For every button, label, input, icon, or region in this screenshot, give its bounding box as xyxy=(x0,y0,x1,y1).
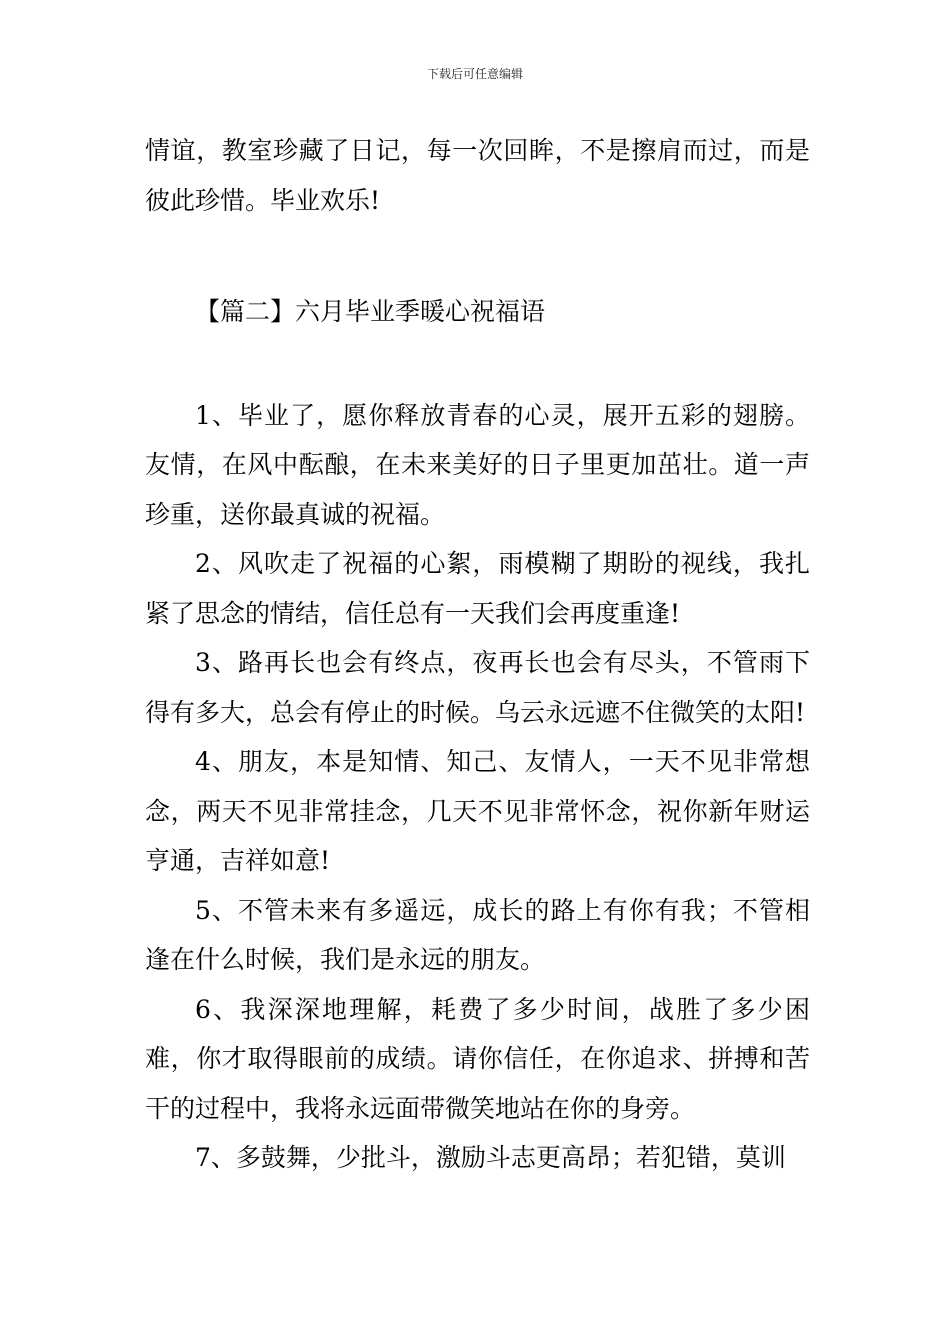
continuation-paragraph: 情谊，教室珍藏了日记，每一次回眸，不是擦肩而过，而是彼此珍惜。毕业欢乐! xyxy=(145,136,810,215)
section-heading: 【篇二】六月毕业季暖心祝福语 xyxy=(195,297,546,326)
list-item: 6、我深深地理解，耗费了多少时间，战胜了多少困难，你才取得眼前的成绩。请你信任，在你追求、拼搏和苦干的过程中，我将永远面带微笑地站在你的身旁。 xyxy=(145,994,810,1123)
list-item: 7、多鼓舞，少批斗，激励斗志更高昂；若犯错，莫训 xyxy=(195,1143,786,1172)
list-item: 4、朋友，本是知情、知己、友情人，一天不见非常想念，两天不见非常挂念，几天不见非常怀念，祝你新年财运亨通，吉祥如意! xyxy=(145,747,810,875)
page-header-note: 下载后可任意编辑 xyxy=(426,67,523,81)
list-item: 5、不管未来有多遥远，成长的路上有你有我；不管相逢在什么时候，我们是永远的朋友。 xyxy=(145,895,810,974)
list-item: 3、路再长也会有终点，夜再长也会有尽头，不管雨下得有多大，总会有停止的时候。乌云永远遮不住微笑的太阳! xyxy=(145,648,810,727)
document-body xyxy=(145,126,810,1183)
list-item: 1、毕业了，愿你释放青春的心灵，展开五彩的翅膀。友情，在风中酝酿，在未来美好的日子里更加茁壮。道一声珍重，送你最真诚的祝福。 xyxy=(145,400,810,529)
list-item: 2、风吹走了祝福的心絮，雨模糊了期盼的视线，我扎紧了思念的情结，信任总有一天我们会再度重逢! xyxy=(145,549,810,628)
